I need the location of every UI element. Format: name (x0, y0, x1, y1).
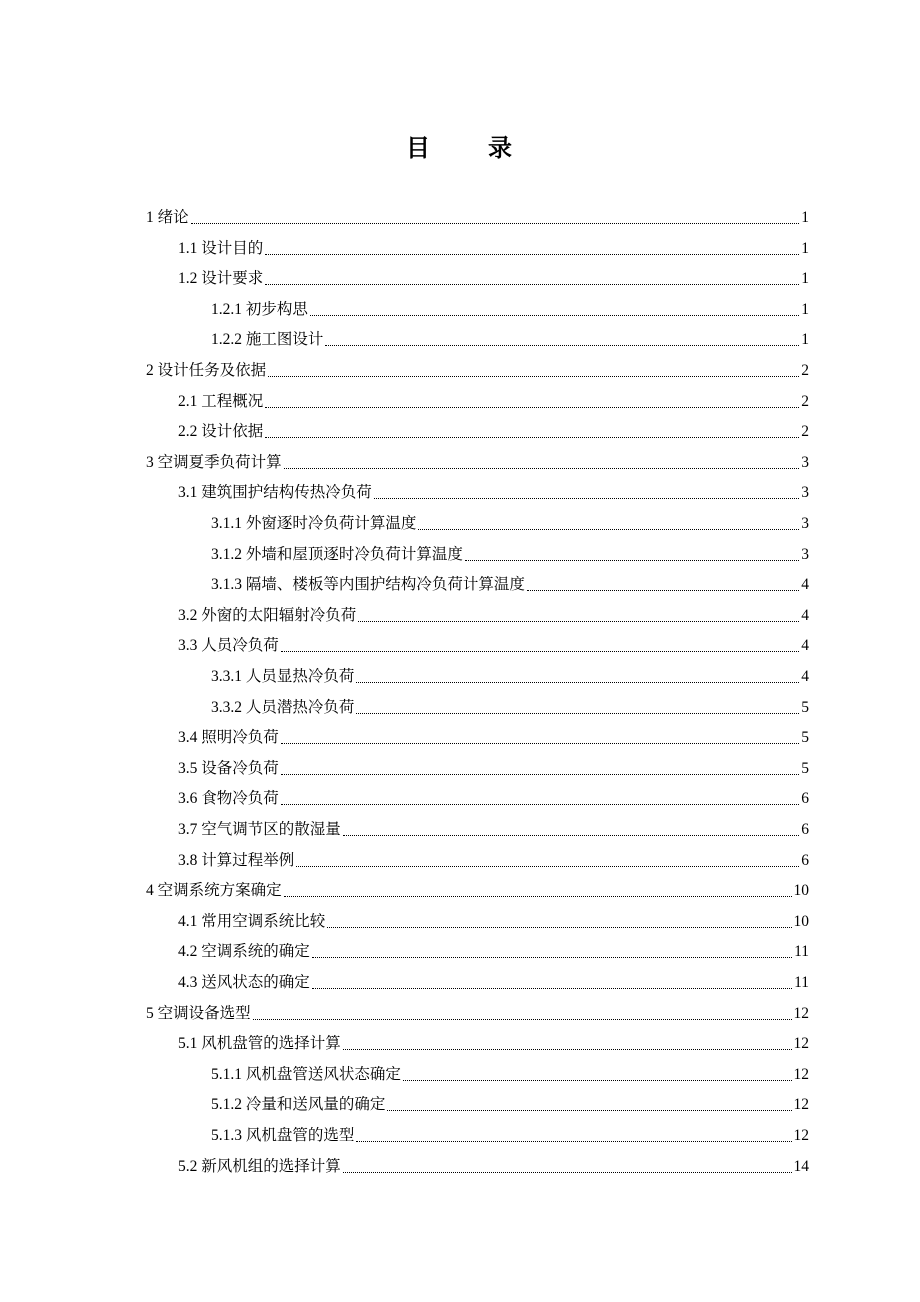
toc-entry[interactable] (211, 1055, 809, 1085)
toc-page-number: 10 (793, 882, 809, 900)
toc-entry[interactable] (178, 841, 809, 871)
toc-page-number: 4 (801, 606, 809, 624)
toc-page-number: 11 (794, 974, 809, 991)
toc-entry[interactable] (178, 718, 809, 748)
toc-entry-title: 3.4 照明冷负荷 (178, 729, 279, 747)
toc-dot-leader (418, 529, 799, 530)
toc-entry-title: 4.3 送风状态的确定 (178, 974, 310, 991)
toc-entry-title: 5.2 新风机组的选择计算 (178, 1157, 341, 1175)
toc-dot-leader (296, 866, 799, 867)
toc-page-number: 3 (801, 484, 809, 502)
toc-entry-title: 1.2 设计要求 (178, 270, 264, 288)
toc-entry[interactable] (211, 290, 809, 320)
toc-entry-title: 3.2 外窗的太阳辐射冷负荷 (178, 606, 357, 624)
toc-dot-leader (325, 345, 799, 346)
toc-entry-title: 3.1.1 外窗逐时冷负荷计算温度 (211, 515, 417, 532)
toc-entry-title: 3.6 食物冷负荷 (178, 790, 279, 808)
toc-page-number: 12 (793, 1004, 809, 1022)
toc-entry[interactable] (211, 535, 809, 565)
toc-entry[interactable] (146, 871, 809, 901)
toc-page-number: 1 (801, 331, 809, 349)
toc-page-number: 4 (801, 668, 809, 685)
toc-dot-leader (343, 1049, 792, 1050)
toc-entry[interactable] (178, 412, 809, 442)
toc-entry-title: 3.1 建筑围护结构传热冷负荷 (178, 484, 372, 502)
toc-entry[interactable] (211, 504, 809, 534)
toc-entry-title: 1.2.1 初步构思 (211, 300, 308, 318)
toc-entry-title: 3.1.2 外墙和屋顶逐时冷负荷计算温度 (211, 545, 463, 563)
toc-page-number: 4 (801, 576, 809, 594)
toc-entry-title: 1.1 设计目的 (178, 239, 264, 257)
toc-entry[interactable] (146, 198, 809, 228)
toc-dot-leader (356, 713, 799, 714)
toc-page-number: 12 (793, 1035, 809, 1053)
toc-dot-leader (312, 988, 792, 989)
title-char-2: 录 (488, 134, 514, 162)
toc-entry[interactable] (146, 994, 809, 1024)
toc-entry-title: 4.2 空调系统的确定 (178, 943, 310, 961)
toc-entry-title: 5.1.2 冷量和送风量的确定 (211, 1096, 386, 1114)
toc-entry[interactable] (211, 565, 809, 595)
toc-dot-leader (265, 437, 799, 438)
toc-page-number: 12 (793, 1127, 809, 1144)
toc-entry-title: 5 空调设备选型 (146, 1004, 251, 1022)
toc-page-number: 3 (801, 515, 809, 532)
toc-page-number: 6 (801, 821, 809, 838)
toc-entry[interactable] (211, 657, 809, 687)
toc-entry-title: 5.1.1 风机盘管送风状态确定 (211, 1065, 401, 1083)
toc-page-number: 6 (801, 851, 809, 869)
toc-dot-leader (356, 1141, 791, 1142)
toc-page-number: 1 (801, 300, 809, 318)
toc-dot-leader (191, 223, 800, 224)
toc-page-number: 3 (801, 545, 809, 563)
toc-dot-leader (374, 498, 799, 499)
toc-entry-title: 5.1.3 风机盘管的选型 (211, 1127, 355, 1144)
toc-entry-title: 3.8 计算过程举例 (178, 851, 295, 869)
toc-dot-leader (465, 560, 799, 561)
toc-page-number: 5 (801, 759, 809, 777)
toc-entry[interactable] (178, 1024, 809, 1054)
toc-entry[interactable] (211, 1085, 809, 1115)
toc-dot-leader (312, 957, 792, 958)
toc-entry-title: 2.1 工程概况 (178, 392, 264, 410)
toc-dot-leader (281, 804, 799, 805)
toc-dot-leader (387, 1110, 791, 1111)
toc-entry[interactable] (178, 259, 809, 289)
toc-entry[interactable] (178, 932, 809, 962)
toc-entry[interactable] (178, 902, 809, 932)
toc-page-number: 2 (801, 423, 809, 441)
toc-dot-leader (356, 682, 799, 683)
toc-entry[interactable] (178, 229, 809, 259)
toc-entry[interactable] (178, 779, 809, 809)
toc-entry[interactable] (178, 626, 809, 656)
toc-entry[interactable] (178, 963, 809, 993)
toc-page-number: 3 (801, 453, 809, 471)
toc-dot-leader (358, 621, 799, 622)
toc-dot-leader (527, 590, 799, 591)
toc-dot-leader (327, 927, 791, 928)
toc-entry[interactable] (146, 443, 809, 473)
toc-entry-title: 2.2 设计依据 (178, 423, 264, 441)
toc-dot-leader (281, 743, 799, 744)
title-char-1: 目 (406, 134, 432, 162)
toc-entry-title: 4 空调系统方案确定 (146, 882, 282, 900)
toc-dot-leader (281, 774, 799, 775)
toc-entry[interactable] (178, 810, 809, 840)
toc-entry[interactable] (178, 596, 809, 626)
toc-entry[interactable] (178, 1147, 809, 1177)
toc-dot-leader (281, 651, 799, 652)
toc-entry-title: 4.1 常用空调系统比较 (178, 912, 326, 930)
page-title (0, 132, 920, 164)
toc-page-number: 1 (801, 239, 809, 257)
toc-entry-title: 3.1.3 隔墙、楼板等内围护结构冷负荷计算温度 (211, 576, 525, 594)
toc-page-number: 2 (801, 392, 809, 410)
toc-dot-leader (265, 407, 799, 408)
toc-entry-title: 3.3.2 人员潜热冷负荷 (211, 698, 355, 716)
toc-entry[interactable] (178, 749, 809, 779)
toc-page-number: 12 (793, 1096, 809, 1114)
toc-dot-leader (284, 896, 792, 897)
toc-dot-leader (253, 1019, 792, 1020)
toc-page-number: 5 (801, 698, 809, 716)
toc-entry-title: 1 绪论 (146, 209, 189, 226)
toc-page-number: 4 (801, 637, 809, 655)
toc-page-number: 1 (801, 270, 809, 288)
toc-entry-title: 2 设计任务及依据 (146, 362, 267, 379)
toc-page-number: 11 (794, 943, 809, 961)
toc-entry-title: 3.3.1 人员显热冷负荷 (211, 668, 355, 685)
toc-page-number: 10 (793, 912, 809, 930)
toc-entry-title: 3.3 人员冷负荷 (178, 637, 279, 655)
toc-entry-title: 1.2.2 施工图设计 (211, 331, 324, 349)
toc-page-number: 5 (801, 729, 809, 747)
toc-dot-leader (343, 1172, 792, 1173)
toc-entry[interactable] (211, 688, 809, 718)
toc-entry-title: 5.1 风机盘管的选择计算 (178, 1035, 341, 1053)
toc-entry[interactable] (178, 473, 809, 503)
toc-entry[interactable] (178, 382, 809, 412)
toc-dot-leader (403, 1080, 792, 1081)
toc-page-number: 2 (801, 362, 809, 379)
toc-page-number: 12 (793, 1065, 809, 1083)
toc-entry[interactable] (211, 1116, 809, 1146)
toc-page-number: 14 (793, 1157, 809, 1175)
toc-dot-leader (343, 835, 799, 836)
toc-page-number: 1 (801, 209, 809, 226)
toc-dot-leader (310, 315, 799, 316)
toc-entry-title: 3 空调夏季负荷计算 (146, 453, 282, 471)
toc-entry[interactable] (211, 320, 809, 350)
toc-dot-leader (268, 376, 799, 377)
toc-dot-leader (284, 468, 800, 469)
toc-page-number: 6 (801, 790, 809, 808)
toc-entry-title: 3.5 设备冷负荷 (178, 759, 279, 777)
toc-entry-title: 3.7 空气调节区的散湿量 (178, 821, 341, 838)
toc-entry[interactable] (146, 351, 809, 381)
toc-dot-leader (265, 284, 799, 285)
toc-dot-leader (265, 254, 799, 255)
